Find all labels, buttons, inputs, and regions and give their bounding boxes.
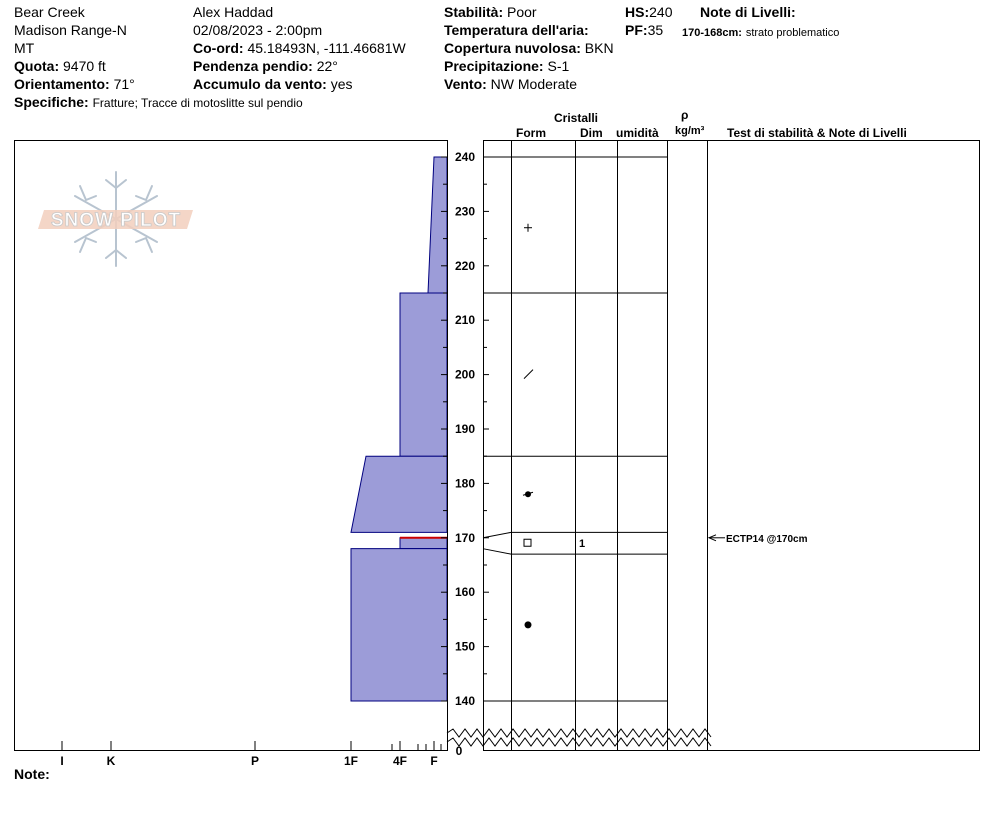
snow-layer [428, 157, 447, 293]
depth-zero-label: 0 [455, 744, 463, 758]
problem-layer [400, 538, 447, 549]
depth-tick-label: 190 [454, 422, 476, 436]
stability-test [709, 534, 808, 545]
rho-header: ρ [681, 108, 689, 122]
form-header: Form [516, 126, 546, 140]
hardness-label: F [430, 754, 438, 768]
depth-tick-label: 170 [454, 530, 476, 545]
depth-tick-label: 230 [454, 204, 476, 219]
axis-break [447, 729, 711, 746]
hardness-label: K [106, 754, 116, 768]
grain-size: 1 [578, 538, 586, 551]
snow-layer [351, 549, 447, 701]
snow-layer [400, 293, 447, 456]
pf-label: PF: [625, 22, 648, 38]
stability-label: Stabilità: [444, 4, 504, 20]
slope-label: Pendenza pendio: [193, 58, 313, 74]
hardness-label: 1F [343, 754, 359, 768]
snowpilot-logo [38, 172, 193, 266]
depth-ticks [441, 150, 489, 758]
cloud-value: BKN [584, 40, 614, 56]
wind-value: NW Moderate [490, 76, 578, 92]
depth-tick-label: 200 [454, 367, 476, 382]
observer: Alex Haddad [193, 4, 274, 20]
precip-label: Precipitazione: [444, 58, 544, 74]
layer-note-text: strato problematico [745, 27, 840, 39]
stability-value: Poor [507, 4, 537, 20]
moisture-header: umidità [616, 126, 659, 140]
layer-note-range: 170-168cm: [682, 27, 742, 39]
datetime: 02/08/2023 - 2:00pm [193, 22, 323, 38]
wind-label: Vento: [444, 76, 487, 92]
depth-tick-label: 240 [454, 150, 476, 164]
tests-header: Test di stabilità & Note di Livelli [727, 126, 907, 140]
depth-axis-grid [448, 140, 981, 751]
wind-load-label: Accumulo da vento: [193, 76, 327, 92]
layer-boundary-link [483, 532, 511, 537]
layer-notes-label: Note di Livelli: [700, 4, 796, 20]
notes-label: Note: [14, 766, 50, 782]
aspect-value: 71° [113, 76, 135, 92]
hardness-label: P [250, 754, 260, 768]
depth-tick-label: 160 [454, 585, 476, 600]
coord-label: Co-ord: [193, 40, 244, 56]
grain-faceted [524, 539, 531, 546]
layer-boundary-link [483, 549, 511, 554]
size-header: Dim [580, 126, 603, 140]
precip-value: S-1 [547, 58, 570, 74]
depth-tick-label: 210 [454, 313, 476, 328]
air-temperature-label: Temperatura dell'aria: [444, 22, 589, 38]
coord-value: 45.18493N, -111.46681W [247, 40, 406, 56]
hardness-axis [60, 741, 441, 768]
hs-value: 240 [649, 4, 673, 20]
elevation-value: 9470 ft [63, 58, 106, 74]
snow-layer [351, 456, 447, 532]
grain-decomposing [524, 370, 533, 379]
hs-label: HS: [625, 4, 650, 20]
details-label: Specifiche: [14, 94, 89, 110]
state: MT [14, 40, 35, 56]
axis-break-line [447, 729, 711, 737]
depth-tick-label: 220 [454, 258, 476, 273]
depth-tick-label: 180 [454, 476, 476, 491]
test-result-label: ECTP14 @170cm [726, 533, 808, 545]
crystals-header: Cristalli [554, 111, 599, 125]
aspect-label: Orientamento: [14, 76, 110, 92]
hardness-layers [351, 157, 447, 701]
axis-break-line [447, 738, 711, 746]
density-unit-header: kg/m³ [675, 125, 705, 137]
wind-load-value: yes [330, 76, 353, 92]
location: Bear Creek [14, 4, 85, 20]
pf-value: 35 [647, 22, 664, 38]
cloud-label: Copertura nuvolosa: [444, 40, 581, 56]
elevation-label: Quota: [14, 58, 60, 74]
details-value: Fratture; Tracce di motoslitte sul pendio [92, 96, 303, 110]
hardness-label: 4F [392, 754, 408, 768]
depth-tick-label: 150 [454, 639, 476, 654]
depth-tick-label: 140 [454, 694, 476, 708]
hardness-label: I [60, 754, 64, 768]
svg-text:SNOW PILOT: SNOW PILOT [50, 210, 182, 231]
slope-value: 22° [316, 58, 338, 74]
grain-rounded [525, 621, 532, 628]
range: Madison Range-N [14, 22, 127, 38]
